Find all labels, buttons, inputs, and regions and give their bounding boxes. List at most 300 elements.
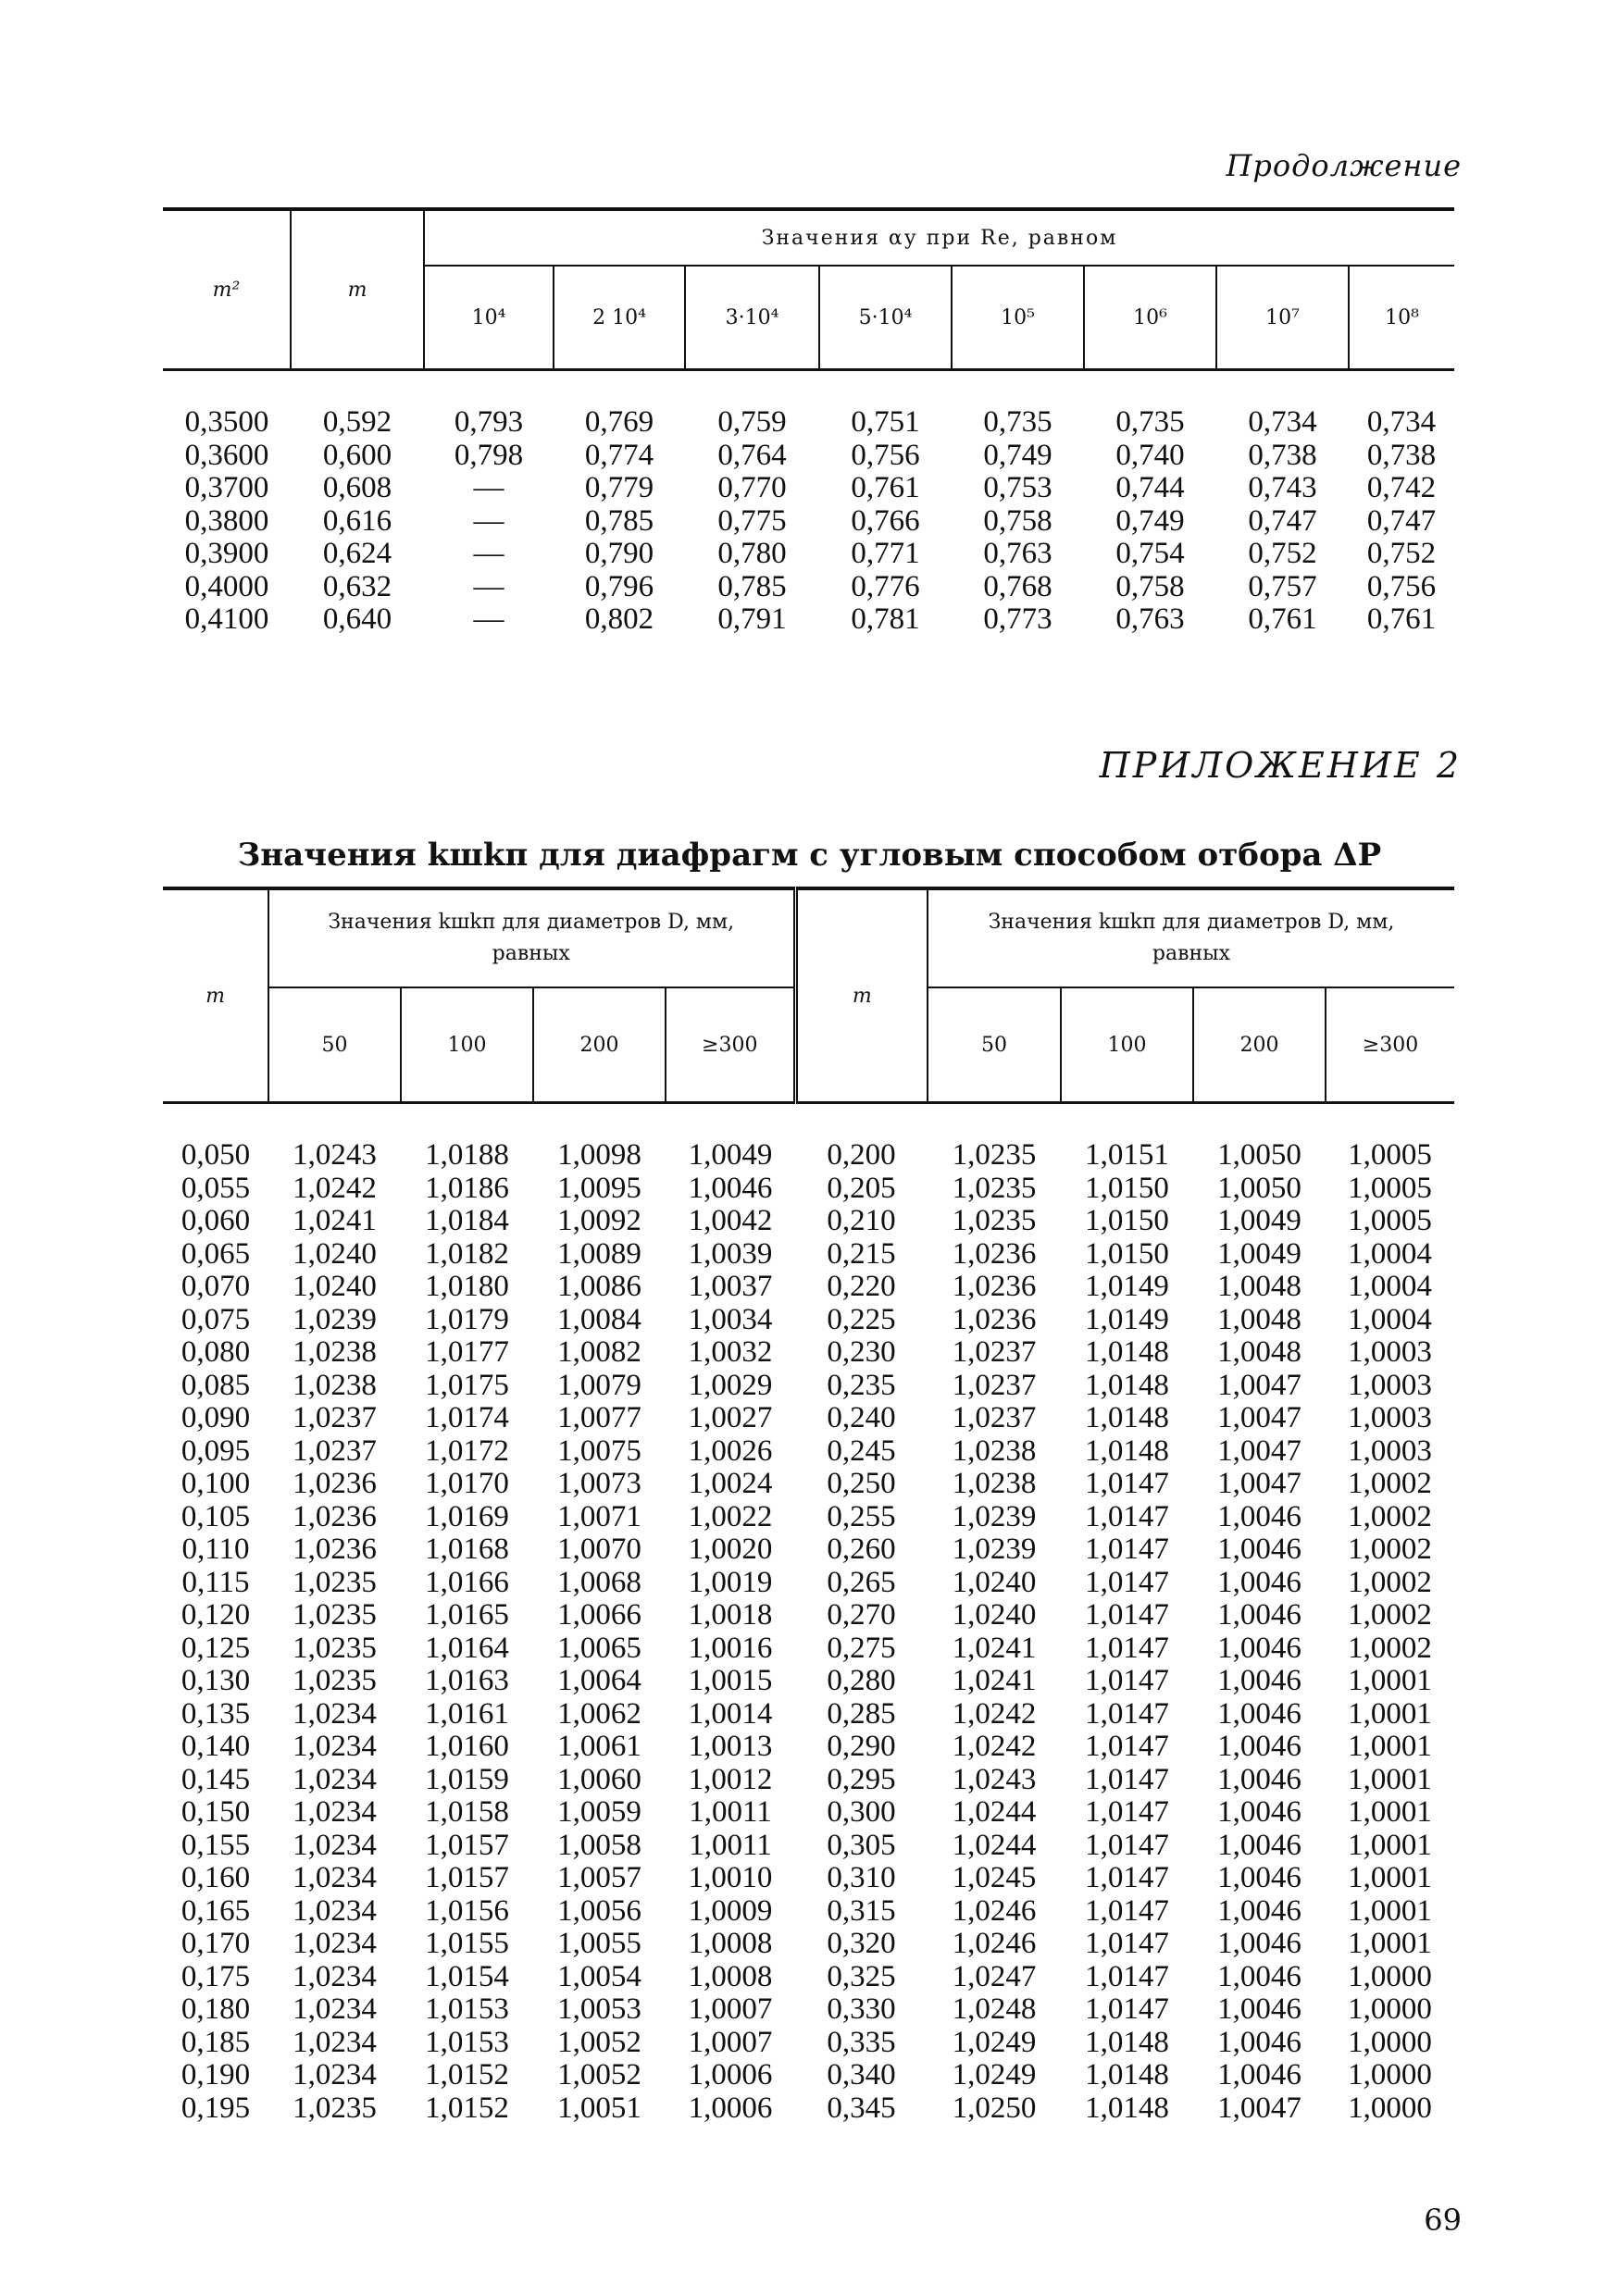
table-cell: 1,0147 [1085, 1730, 1169, 1763]
table-cell: 0,285 [827, 1696, 896, 1731]
table-cell: 0,160 [181, 1861, 251, 1894]
table-cell: 0,735 [1115, 405, 1185, 439]
table-cell: 0,070 [181, 1270, 251, 1303]
table-cell: 1,0158 [425, 1795, 509, 1829]
table-cell: 1,0049 [1217, 1236, 1301, 1271]
table-cell: 0,740 [1115, 438, 1185, 472]
table-cell: 0,608 [322, 471, 392, 504]
table-cell: 0,757 [1248, 569, 1317, 603]
table-cell: 1,0004 [1348, 1302, 1432, 1336]
table-cell: 1,0238 [952, 1467, 1037, 1500]
table-row [163, 2092, 1454, 2126]
col-m-header-right: m [795, 888, 928, 1103]
table-cell: 0,290 [827, 1730, 896, 1763]
table-cell: 1,0042 [688, 1204, 773, 1237]
table-cell: 1,0147 [1085, 1828, 1169, 1862]
table-cell: 1,0163 [425, 1664, 509, 1697]
table-cell: 1,0020 [688, 1533, 773, 1566]
table-cell: 1,0180 [425, 1270, 509, 1303]
table-cell: 1,0010 [688, 1861, 773, 1894]
table-cell: 1,0005 [1348, 1138, 1432, 1172]
table-cell: 1,0242 [293, 1171, 377, 1205]
table-cell: 1,0046 [1217, 1861, 1301, 1894]
table-cell: 1,0249 [952, 2058, 1037, 2091]
table-cell: 1,0003 [1348, 1335, 1432, 1369]
table-cell: 0,773 [983, 602, 1052, 636]
table-cell: 1,0047 [1217, 1368, 1301, 1402]
table-cell: 0,4100 [184, 602, 269, 636]
table-cell: 1,0147 [1085, 1992, 1169, 2026]
table-cell: 1,0032 [688, 1335, 773, 1369]
table-cell: 1,0001 [1348, 1893, 1432, 1928]
table-cell: 1,0012 [688, 1762, 773, 1796]
table-cell: 1,0153 [425, 2025, 509, 2059]
table-row [163, 1533, 1454, 1567]
table-cell: 0,793 [454, 405, 524, 439]
table-cell: 1,0239 [293, 1302, 377, 1336]
table-cell: 1,0046 [1217, 1730, 1301, 1763]
table-row [163, 1468, 1454, 1501]
table-row [163, 440, 1454, 473]
table-cell: 0,230 [827, 1335, 896, 1369]
appendix-title: ПРИЛОЖЕНИЕ 2 [1099, 745, 1462, 786]
re-header: 10⁸ [1349, 266, 1454, 370]
table-cell: 1,0248 [952, 1992, 1037, 2026]
table-cell: 1,0241 [293, 1204, 377, 1237]
table-cell: 1,0046 [1217, 1533, 1301, 1566]
table-cell: 1,0065 [557, 1631, 641, 1665]
table-cell: 1,0235 [952, 1204, 1037, 1237]
table-cell: 1,0239 [952, 1533, 1037, 1566]
table-row [163, 2059, 1454, 2092]
table-row [163, 1567, 1454, 1600]
table-cell: 0,265 [827, 1565, 896, 1599]
table-cell: 1,0073 [557, 1467, 641, 1500]
table-cell: 1,0004 [1348, 1270, 1432, 1303]
table-cell: 1,0237 [952, 1401, 1037, 1434]
table-cell: 1,0234 [293, 2058, 377, 2091]
table-cell: 0,145 [181, 1762, 251, 1796]
table-cell: — [473, 569, 504, 603]
table-cell: 1,0148 [1085, 1433, 1169, 1468]
table-cell: 0,758 [983, 503, 1052, 538]
table-cell: 1,0008 [688, 1927, 773, 1960]
table-cell: 0,330 [827, 1992, 896, 2026]
table-cell: 1,0235 [293, 1664, 377, 1697]
table-cell: 1,0238 [952, 1433, 1037, 1468]
table-cell: 0,592 [322, 405, 392, 439]
table-cell: 0,734 [1366, 405, 1437, 439]
table-cell: 1,0235 [293, 1598, 377, 1632]
table-cell: 1,0236 [952, 1236, 1037, 1271]
table-cell: 1,0147 [1085, 1959, 1169, 1993]
table-cell: 1,0022 [688, 1499, 773, 1533]
table-cell: 1,0153 [425, 1992, 509, 2026]
col-m-header-left: m [163, 888, 268, 1103]
table-cell: 1,0237 [293, 1433, 377, 1468]
table-cell: 1,0046 [1217, 1893, 1301, 1928]
continuation-label: Продолжение [1226, 148, 1462, 183]
table-cell: 1,0003 [1348, 1401, 1432, 1434]
table-cell: 0,235 [827, 1368, 896, 1402]
table-cell: 1,0000 [1348, 1959, 1432, 1993]
table-cell: 0,758 [1115, 569, 1185, 603]
table-cell: 1,0013 [688, 1730, 773, 1763]
table-cell: 1,0034 [688, 1302, 773, 1336]
table-cell: 1,0047 [1217, 2091, 1301, 2125]
table-cell: 1,0058 [557, 1828, 641, 1862]
table-cell: 1,0245 [952, 1861, 1037, 1894]
table-cell: 1,0001 [1348, 1927, 1432, 1960]
table-cell: 0,743 [1248, 471, 1317, 504]
col-m2-header: m² [163, 209, 291, 370]
table-cell: 0,240 [827, 1401, 896, 1434]
table-cell: 0,3900 [184, 537, 269, 570]
re-header: 3·10⁴ [685, 266, 819, 370]
table-cell: 1,0046 [1217, 1762, 1301, 1796]
table-cell: 1,0150 [1085, 1204, 1169, 1237]
table-cell: 0,200 [827, 1138, 896, 1172]
table-cell: 1,0147 [1085, 1467, 1169, 1500]
table-cell: 1,0002 [1348, 1631, 1432, 1665]
table-cell: 1,0164 [425, 1631, 509, 1665]
table-cell: 0,325 [827, 1959, 896, 1993]
table-cell: 1,0236 [293, 1533, 377, 1566]
table-row [163, 505, 1454, 539]
table-cell: 0,771 [851, 537, 920, 570]
table-cell: 1,0161 [425, 1696, 509, 1731]
table-cell: 1,0149 [1085, 1270, 1169, 1303]
diam-header: 100 [401, 987, 533, 1103]
table-cell: 1,0055 [557, 1927, 641, 1960]
table-cell: 1,0008 [688, 1959, 773, 1993]
table-cell: 0,190 [181, 2058, 251, 2091]
table-cell: 0,095 [181, 1433, 251, 1468]
table-cell: 1,0234 [293, 1927, 377, 1960]
table-cell: 1,0000 [1348, 2091, 1432, 2125]
table-cell: 0,766 [851, 503, 920, 538]
table-cell: 1,0246 [952, 1893, 1037, 1928]
table-cell: 1,0249 [952, 2025, 1037, 2059]
table-cell: 1,0011 [689, 1795, 772, 1829]
diam-group-header-right: Значения kшkп для диаметров D, мм, равных [928, 888, 1454, 987]
table-cell: 1,0147 [1085, 1499, 1169, 1533]
table-cell: 0,640 [322, 602, 392, 636]
table-cell: 1,0240 [293, 1236, 377, 1271]
table-cell: 1,0046 [1217, 1664, 1301, 1697]
table-cell: 1,0234 [293, 1992, 377, 2026]
re-header: 5·10⁴ [819, 266, 952, 370]
table-cell: 1,0150 [1085, 1236, 1169, 1271]
table-cell: 0,4000 [184, 569, 269, 603]
table-cell: 0,735 [983, 405, 1052, 439]
table-cell: 1,0004 [1348, 1236, 1432, 1271]
table-cell: 0,270 [827, 1598, 896, 1632]
table-cell: 0,734 [1248, 405, 1317, 439]
table-cell: 0,245 [827, 1433, 896, 1468]
table-cell: 1,0172 [425, 1433, 509, 1468]
table-cell: 0,085 [181, 1368, 251, 1402]
diam-header: 200 [1193, 987, 1326, 1103]
table-cell: — [473, 602, 504, 636]
diam-header: 50 [928, 987, 1061, 1103]
table-cell: 0,155 [181, 1828, 251, 1862]
table-cell: 1,0059 [557, 1795, 641, 1829]
table-cell: 0,747 [1366, 503, 1437, 538]
table-cell: 1,0015 [688, 1664, 773, 1697]
table-cell: 1,0064 [557, 1664, 641, 1697]
table-cell: 1,0147 [1085, 1893, 1169, 1928]
table-cell: 1,0156 [425, 1893, 509, 1928]
table-cell: 1,0048 [1217, 1270, 1301, 1303]
table-cell: 0,055 [181, 1171, 251, 1205]
table-cell: 1,0068 [557, 1565, 641, 1599]
table-cell: 1,0048 [1217, 1335, 1301, 1369]
table-cell: 1,0237 [293, 1401, 377, 1434]
table-cell: 1,0147 [1085, 1598, 1169, 1632]
table-cell: 1,0243 [952, 1762, 1037, 1796]
table-cell: 1,0061 [557, 1730, 641, 1763]
table-cell: 1,0236 [293, 1499, 377, 1533]
table-cell: 1,0166 [425, 1565, 509, 1599]
table-cell: 1,0006 [688, 2091, 773, 2125]
table-cell: 1,0154 [425, 1959, 509, 1993]
table-cell: 1,0157 [425, 1861, 509, 1894]
table-cell: 0,770 [717, 471, 787, 504]
table-cell: 1,0047 [1217, 1467, 1301, 1500]
table-row [163, 472, 1454, 505]
table-row [163, 1928, 1454, 1961]
re-header: 10⁴ [424, 266, 554, 370]
table-cell: 1,0046 [1217, 1696, 1301, 1731]
table-row [163, 1830, 1454, 1863]
table-cell: 0,170 [181, 1927, 251, 1960]
table-cell: 1,0048 [1217, 1302, 1301, 1336]
table-cell: 1,0052 [557, 2025, 641, 2059]
table-row [163, 1698, 1454, 1731]
table-cell: — [473, 503, 504, 538]
table-cell: 1,0242 [952, 1696, 1037, 1731]
table-row [163, 1103, 1454, 1173]
table-cell: 0,744 [1115, 471, 1185, 504]
table-cell: 0,075 [181, 1302, 251, 1336]
kshkp-table [163, 887, 1454, 2125]
diam-header: 100 [1061, 987, 1193, 1103]
table-cell: 0,781 [851, 602, 920, 636]
table-cell: 1,0053 [557, 1992, 641, 2026]
table-cell: 0,275 [827, 1631, 896, 1665]
table-cell: 0,3700 [184, 471, 269, 504]
table-cell: 0,751 [851, 405, 920, 439]
table-cell: 1,0240 [293, 1270, 377, 1303]
table-row [163, 1862, 1454, 1895]
table-cell: 1,0070 [557, 1533, 641, 1566]
table-cell: 0,753 [983, 471, 1052, 504]
table-cell: 1,0006 [688, 2058, 773, 2091]
table-cell: 1,0051 [557, 2091, 641, 2125]
table-cell: 0,180 [181, 1992, 251, 2026]
table-cell: 1,0165 [425, 1598, 509, 1632]
table-cell: 0,749 [1115, 503, 1185, 538]
table-cell: 1,0235 [293, 1565, 377, 1599]
table-cell: 1,0002 [1348, 1533, 1432, 1566]
table-row [163, 1304, 1454, 1337]
table-cell: 0,802 [584, 602, 654, 636]
table-cell: 1,0148 [1085, 1401, 1169, 1434]
table-cell: 1,0009 [688, 1893, 773, 1928]
table-cell: 1,0175 [425, 1368, 509, 1402]
table-cell: 1,0155 [425, 1927, 509, 1960]
table-cell: 1,0148 [1085, 2025, 1169, 2059]
table-cell: 1,0054 [557, 1959, 641, 1993]
table-cell: 0,796 [584, 569, 654, 603]
table-cell: 0,060 [181, 1204, 251, 1237]
table-cell: 1,0234 [293, 1828, 377, 1862]
table-cell: 0,295 [827, 1762, 896, 1796]
table-cell: 0,761 [1248, 602, 1317, 636]
page-number: 69 [1424, 2203, 1462, 2238]
table-cell: 1,0244 [952, 1795, 1037, 1829]
table-cell: 0,345 [827, 2091, 896, 2125]
table-row [163, 1731, 1454, 1764]
table-cell: 1,0046 [688, 1171, 773, 1205]
table-cell: 1,0179 [425, 1302, 509, 1336]
table-cell: 1,0026 [688, 1433, 773, 1468]
table-cell: 1,0240 [952, 1598, 1037, 1632]
table-cell: 0,624 [322, 537, 392, 570]
table-cell: 0,774 [584, 438, 654, 472]
table-row [163, 1796, 1454, 1830]
re-header: 10⁷ [1216, 266, 1349, 370]
table-cell: 0,225 [827, 1302, 896, 1336]
table-row [163, 1632, 1454, 1666]
table-cell: 1,0001 [1348, 1664, 1432, 1697]
table-cell: 0,335 [827, 2025, 896, 2059]
table-cell: 1,0234 [293, 1959, 377, 1993]
table-cell: 0,749 [983, 438, 1052, 472]
table-cell: 0,632 [322, 569, 392, 603]
table-cell: 1,0243 [293, 1138, 377, 1172]
table-cell: 0,250 [827, 1467, 896, 1500]
table-cell: 0,185 [181, 2025, 251, 2059]
table-cell: 1,0147 [1085, 1664, 1169, 1697]
table-cell: 0,090 [181, 1401, 251, 1434]
alpha-table [163, 207, 1454, 637]
table-cell: 1,0014 [688, 1696, 773, 1731]
table-cell: 1,0234 [293, 1893, 377, 1928]
table-cell: 1,0234 [293, 1795, 377, 1829]
table-row [163, 1764, 1454, 1797]
table-cell: 1,0011 [689, 1828, 772, 1862]
table-cell: 0,255 [827, 1499, 896, 1533]
table-row [163, 1402, 1454, 1435]
table-cell: 1,0186 [425, 1171, 509, 1205]
table-cell: 1,0148 [1085, 1335, 1169, 1369]
table-cell: 0,752 [1248, 537, 1317, 570]
table-caption: Значения kшkп для диафрагм с угловым способом отбора ΔP [237, 837, 1382, 874]
table-cell: 1,0247 [952, 1959, 1037, 1993]
table-cell: 1,0159 [425, 1762, 509, 1796]
table-cell: 0,220 [827, 1270, 896, 1303]
table-cell: 0,747 [1248, 503, 1317, 538]
table-row [163, 1665, 1454, 1698]
table-cell: 1,0095 [557, 1171, 641, 1205]
table-cell: 0,756 [1366, 569, 1437, 603]
table-cell: 1,0169 [425, 1499, 509, 1533]
table-cell: 1,0046 [1217, 1927, 1301, 1960]
table-cell: 0,150 [181, 1795, 251, 1829]
table-cell: 1,0157 [425, 1828, 509, 1862]
table-cell: 1,0001 [1348, 1730, 1432, 1763]
table-cell: 0,140 [181, 1730, 251, 1763]
table-cell: 1,0001 [1348, 1828, 1432, 1862]
table-cell: 1,0149 [1085, 1302, 1169, 1336]
table-cell: 0,260 [827, 1533, 896, 1566]
table-cell: 1,0000 [1348, 2025, 1432, 2059]
table-cell: 1,0062 [557, 1696, 641, 1731]
table-cell: 0,785 [717, 569, 787, 603]
table-cell: 1,0236 [952, 1270, 1037, 1303]
table-cell: 0,105 [181, 1499, 251, 1533]
table-cell: 1,0188 [425, 1138, 509, 1172]
table-cell: 1,0002 [1348, 1467, 1432, 1500]
table-cell: 1,0056 [557, 1893, 641, 1928]
table-row [163, 1205, 1454, 1238]
table-cell: 1,0236 [293, 1467, 377, 1500]
table-cell: 1,0238 [293, 1368, 377, 1402]
re-header: 10⁶ [1084, 266, 1216, 370]
table-cell: 1,0148 [1085, 2091, 1169, 2125]
table-cell: 0,310 [827, 1861, 896, 1894]
table-row [163, 370, 1454, 440]
table-cell: 1,0003 [1348, 1433, 1432, 1468]
table-cell: 1,0235 [952, 1138, 1037, 1172]
table-cell: 1,0147 [1085, 1861, 1169, 1894]
table-cell: 0,125 [181, 1631, 251, 1665]
table-cell: 0,761 [1366, 602, 1437, 636]
table-cell: 1,0147 [1085, 1696, 1169, 1731]
table-cell: 1,0234 [293, 1730, 377, 1763]
table-cell: 1,0046 [1217, 1992, 1301, 2026]
table-cell: 0,763 [983, 537, 1052, 570]
table-cell: 1,0046 [1217, 2025, 1301, 2059]
table-cell: 0,763 [1115, 602, 1185, 636]
table-cell: 1,0050 [1217, 1138, 1301, 1172]
table-cell: 1,0047 [1217, 1433, 1301, 1468]
table-cell: 1,0046 [1217, 1959, 1301, 1993]
table-cell: 0,752 [1366, 537, 1437, 570]
table-cell: 1,0001 [1348, 1861, 1432, 1894]
table-cell: 1,0092 [557, 1204, 641, 1237]
table-cell: 1,0066 [557, 1598, 641, 1632]
table-cell: 1,0018 [688, 1598, 773, 1632]
table-cell: 1,0234 [293, 2025, 377, 2059]
table-cell: 1,0007 [688, 2025, 773, 2059]
table-cell: 0,738 [1248, 438, 1317, 472]
table-cell: 0,769 [584, 405, 654, 439]
table-cell: 0,754 [1115, 537, 1185, 570]
table-cell: 0,761 [851, 471, 920, 504]
table-cell: 1,0147 [1085, 1795, 1169, 1829]
table-cell: 0,340 [827, 2058, 896, 2091]
table-cell: 0,616 [322, 503, 392, 538]
table-cell: 1,0037 [688, 1270, 773, 1303]
table-cell: 1,0046 [1217, 1565, 1301, 1599]
table-cell: 1,0000 [1348, 1992, 1432, 2026]
table-cell: 0,600 [322, 438, 392, 472]
table-cell: 1,0086 [557, 1270, 641, 1303]
table-cell: 0,3600 [184, 438, 269, 472]
